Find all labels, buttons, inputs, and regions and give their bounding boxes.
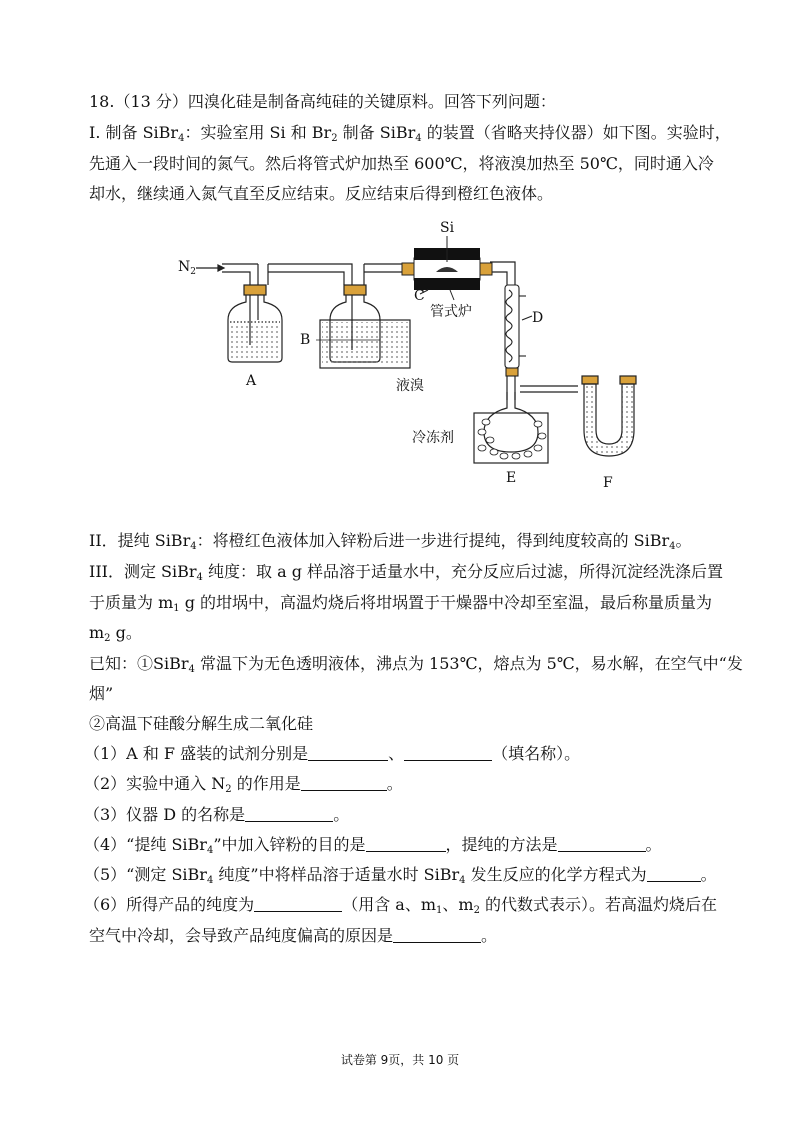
answer-blank[interactable] <box>254 896 342 912</box>
question-header: 18.（13 分）四溴化硅是制备高纯硅的关键原料。回答下列问题： <box>89 92 556 111</box>
answer-blank[interactable] <box>301 775 387 791</box>
answer-blank[interactable] <box>245 806 333 822</box>
label-b: B <box>300 332 311 348</box>
part3-line2: 于质量为 $m_1$ g 的坩埚中，高温灼烧后将坩埚置于干燥器中冷却至室温，最后称量质量为 <box>89 593 713 614</box>
answer-blank[interactable] <box>393 927 481 943</box>
answer-blank[interactable] <box>404 745 492 761</box>
part1-line2: 先通入一段时间的氮气。然后将管式炉加热至 600℃，将液溴加热至 50℃，同时通入冷 <box>89 154 714 173</box>
answer-blank[interactable] <box>366 836 446 852</box>
q1: （1）A 和 F 盛装的试剂分别是 、 （填名称）。 <box>84 744 581 763</box>
part3-line3: $m_2$ g。 <box>89 623 142 644</box>
part1-line1: I. 制备 SiBr$_4$：实验室用 Si 和 $Br_2$ 制备 SiBr$_4$ 的装置（省略夹持仪器）如下图。实验时， <box>89 123 731 144</box>
u-tube-f <box>582 376 636 456</box>
q6-line1: （6）所得产品的纯度为 （用含 a、$m_1$、$m_2$ 的代数式表示）。若高温灼烧后在 <box>84 895 718 916</box>
q4: （4）“提纯 SiBr$_4$”中加入锌粉的目的是 ，提纯的方法是 。 <box>84 835 662 856</box>
known-line1: 已知：①SiBr$_4$ 常温下为无色透明液体，沸点为 153℃，熔点为 5℃，易水解，在空气中“发 <box>89 654 743 675</box>
q3: （3）仪器 D 的名称是 。 <box>84 805 350 824</box>
label-d: D <box>532 310 544 326</box>
bottle-a <box>228 285 282 362</box>
part1-line3: 却水，继续通入氮气直至反应结束。反应结束后得到橙红色液体。 <box>89 184 554 203</box>
label-n2: $N_2$ <box>178 259 196 277</box>
q6-line2: 空气中冷却，会导致产品纯度偏高的原因是 。 <box>89 926 498 945</box>
label-e: E <box>506 470 517 486</box>
condenser-d <box>505 285 532 376</box>
flask-e <box>474 392 548 463</box>
label-f: F <box>603 475 613 491</box>
part2-line: II．提纯 SiBr$_4$：将橙红色液体加入锌粉后进一步进行提纯，得到纯度较高的 SiBr$_4$。 <box>89 531 692 552</box>
answer-blank[interactable] <box>308 745 388 761</box>
label-si: Si <box>440 220 455 236</box>
label-liquid-br: 液溴 <box>396 378 424 394</box>
part3-line1: III．测定 SiBr$_4$ 纯度：取 a g 样品溶于适量水中，充分反应后过滤，所得沉淀经洗涤后置 <box>89 562 724 583</box>
q5: （5）“测定 SiBr$_4$ 纯度”中将样品溶于适量水时 SiBr$_4$ 发生反应的化学方程式为 。 <box>84 865 717 886</box>
page-footer: 试卷第 9页，共 10 页 <box>340 1053 460 1067</box>
known-line3: ②高温下硅酸分解生成二氧化硅 <box>89 714 314 733</box>
answer-blank[interactable] <box>647 866 701 882</box>
known-line2: 烟” <box>89 684 114 703</box>
label-coolant: 冷冻剂 <box>412 430 454 446</box>
q2: （2）实验中通入 $N_2$ 的作用是 。 <box>84 774 403 795</box>
label-c: C <box>414 288 425 304</box>
answer-blank[interactable] <box>558 836 646 852</box>
label-a: A <box>246 373 257 389</box>
apparatus-diagram <box>0 0 800 520</box>
bottle-b <box>316 285 410 368</box>
label-furnace: 管式炉 <box>430 304 472 320</box>
